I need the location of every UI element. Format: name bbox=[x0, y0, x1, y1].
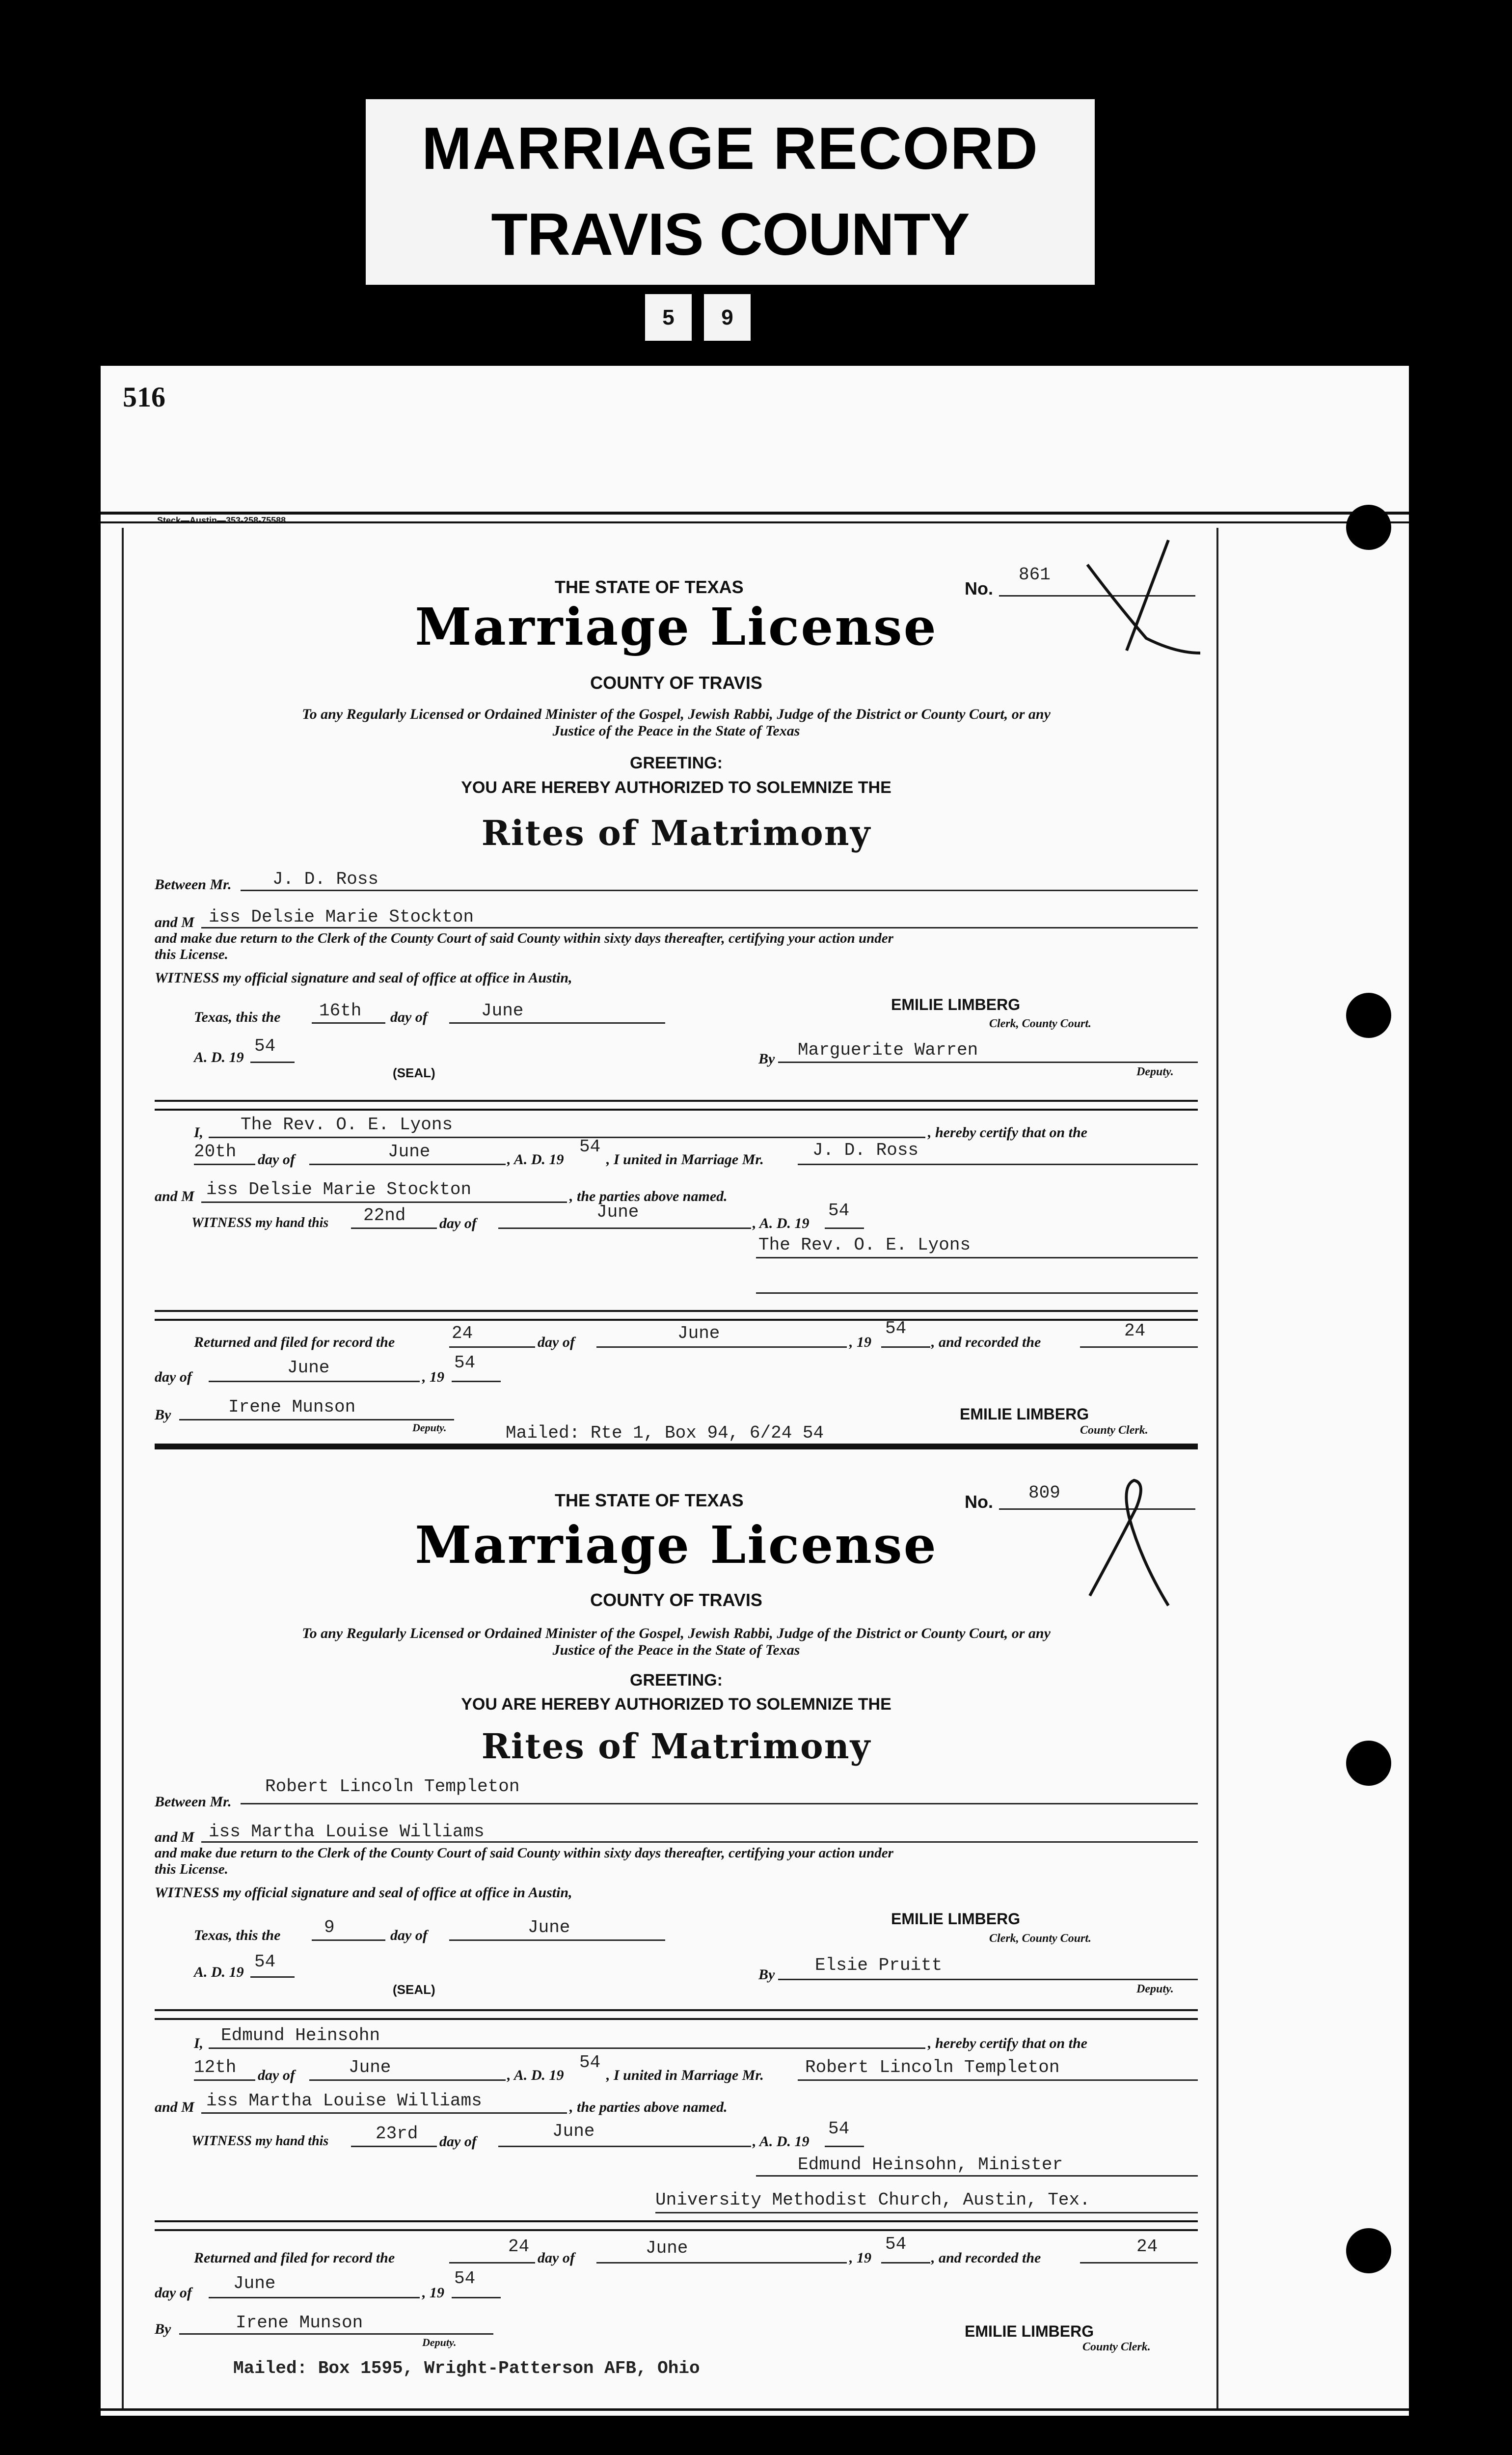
issue-month: June bbox=[528, 1917, 570, 1937]
address-line2: Justice of the Peace in the State of Texas bbox=[552, 723, 800, 739]
deputy-name: Elsie Pruitt bbox=[815, 1955, 943, 1975]
deputy-label-2: Deputy. bbox=[412, 1421, 447, 1434]
recorded-year: 54 bbox=[454, 1353, 476, 1373]
license-861 bbox=[155, 565, 1198, 1444]
record-deputy: Irene Munson bbox=[228, 1397, 356, 1417]
record-deputy-line bbox=[179, 2333, 493, 2335]
rites-heading: Rites of Matrimony bbox=[481, 1726, 871, 1767]
punch-hole bbox=[1346, 505, 1391, 550]
issue-day-line bbox=[312, 1939, 385, 1941]
recorded-month-line bbox=[209, 2297, 420, 2298]
groom2-line bbox=[798, 2079, 1198, 2081]
cert-month-line bbox=[498, 1228, 751, 1229]
return-line2: this License. bbox=[155, 1861, 228, 1877]
by2-label: By bbox=[155, 1407, 171, 1423]
filed-month-line bbox=[596, 2262, 847, 2264]
recorded-day-line bbox=[1080, 1346, 1198, 1348]
record-deputy: Irene Munson bbox=[236, 2313, 363, 2333]
bride-line bbox=[201, 927, 1198, 928]
witness-office: WITNESS my official signature and seal of office at office in Austin, bbox=[155, 970, 572, 986]
form-code: Steck—Austin—353-258-75588 bbox=[157, 516, 286, 525]
and-m-label: and M bbox=[155, 1188, 194, 1204]
parties-label: , the parties above named. bbox=[569, 1188, 728, 1204]
groom-line bbox=[241, 1803, 1198, 1804]
cert-day-line bbox=[351, 1228, 437, 1229]
recorded-label: , and recorded the bbox=[931, 1334, 1041, 1350]
greeting: GREETING: bbox=[630, 1671, 723, 1690]
issue-month-line bbox=[449, 1022, 665, 1024]
clerk-name: EMILIE LIMBERG bbox=[891, 1910, 1021, 1928]
filed-month: June bbox=[677, 1323, 720, 1343]
bottom-rule bbox=[101, 2408, 1409, 2411]
issue-year: 54 bbox=[254, 1952, 276, 1972]
cert-year-line bbox=[825, 2146, 864, 2147]
issue-year-line bbox=[250, 1062, 295, 1063]
ad-label: A. D. 19 bbox=[194, 1964, 244, 1980]
by-label: By bbox=[758, 1051, 775, 1067]
day-of-label: day of bbox=[155, 1369, 192, 1385]
banner-line2: TRAVIS COUNTY bbox=[491, 201, 970, 268]
page-number: 516 bbox=[123, 381, 165, 413]
hereby-certify: , hereby certify that on the bbox=[928, 2035, 1087, 2051]
between-label: Between Mr. bbox=[155, 876, 232, 893]
greeting: GREETING: bbox=[630, 754, 723, 772]
record-deputy-line bbox=[179, 1419, 454, 1420]
cert-day: 22nd bbox=[363, 1205, 406, 1226]
bride2-line bbox=[201, 2112, 567, 2114]
day-of-2: day of bbox=[258, 1151, 295, 1168]
license-809 bbox=[155, 1478, 1198, 2401]
punch-hole bbox=[1346, 1741, 1391, 1786]
hereby-certify: , hereby certify that on the bbox=[928, 1124, 1087, 1141]
license-no-label: No. bbox=[965, 1492, 993, 1512]
issue-year-line bbox=[250, 1976, 295, 1978]
deputy-label: Deputy. bbox=[1136, 1983, 1174, 1995]
return-line1: and make due return to the Clerk of the County Court of said County within sixty days thereafter, certifying your action under bbox=[155, 930, 893, 946]
nineteen-label-2: , 19 bbox=[422, 2285, 444, 2301]
deputy-label: Deputy. bbox=[1136, 1065, 1174, 1078]
day-of-3: day of bbox=[439, 2133, 477, 2150]
mailed-note: Mailed: Box 1595, Wright-Patterson AFB, Ohio bbox=[233, 2358, 700, 2378]
license-number: 861 bbox=[1019, 565, 1051, 585]
state-heading: THE STATE OF TEXAS bbox=[555, 1490, 744, 1510]
marriage-month: June bbox=[349, 2057, 391, 2077]
issue-day: 16th bbox=[319, 1001, 362, 1021]
recorded-year-line bbox=[452, 2297, 501, 2298]
filed-year-line bbox=[881, 1346, 930, 1348]
section-divider bbox=[155, 1100, 1198, 1111]
cert-day: 23rd bbox=[376, 2124, 418, 2144]
groom-line bbox=[241, 890, 1198, 891]
signature-1: The Rev. O. E. Lyons bbox=[758, 1235, 971, 1255]
officiant-name: The Rev. O. E. Lyons bbox=[241, 1115, 453, 1135]
returned-label: Returned and filed for record the bbox=[194, 1334, 395, 1350]
nineteen-label-2: , 19 bbox=[422, 1369, 444, 1385]
signature2-line bbox=[756, 1292, 1198, 1294]
county-clerk-name: EMILIE LIMBERG bbox=[960, 1405, 1089, 1423]
issue-month-line bbox=[449, 1939, 665, 1941]
license-title: Marriage License bbox=[415, 1515, 938, 1575]
bride-name: iss Martha Louise Williams bbox=[209, 1822, 485, 1842]
between-label: Between Mr. bbox=[155, 1794, 232, 1810]
county-heading: COUNTY OF TRAVIS bbox=[590, 1590, 762, 1610]
section-divider bbox=[155, 2009, 1198, 2020]
county-clerk-name: EMILIE LIMBERG bbox=[965, 2322, 1094, 2340]
nineteen-label: , 19 bbox=[849, 1334, 871, 1350]
top-rule bbox=[101, 512, 1409, 515]
groom-name: J. D. Ross bbox=[272, 869, 379, 889]
deputy-name: Marguerite Warren bbox=[798, 1040, 978, 1060]
cert-month-line bbox=[498, 2146, 751, 2147]
county-clerk-title: County Clerk. bbox=[1082, 2341, 1151, 2353]
parties-label: , the parties above named. bbox=[569, 2099, 728, 2115]
cert-day-line bbox=[351, 2146, 437, 2147]
groom-name: Robert Lincoln Templeton bbox=[265, 1776, 520, 1797]
signature2-line bbox=[655, 2212, 1198, 2213]
filed-day-line bbox=[449, 2262, 535, 2264]
marriage-day-line bbox=[194, 1164, 255, 1165]
recorded-label: , and recorded the bbox=[931, 2250, 1041, 2266]
cert-month: June bbox=[596, 1202, 639, 1222]
united-label: , I united in Marriage Mr. bbox=[606, 2067, 764, 2083]
marriage-month: June bbox=[388, 1142, 431, 1162]
bride2-name: iss Delsie Marie Stockton bbox=[206, 1179, 472, 1200]
punch-hole bbox=[1346, 2228, 1391, 2273]
groom2-name: J. D. Ross bbox=[812, 1140, 919, 1160]
cert-year-line bbox=[825, 1228, 864, 1229]
county-clerk-title: County Clerk. bbox=[1080, 1424, 1148, 1437]
signature-1: Edmund Heinsohn, Minister bbox=[798, 2155, 1063, 2175]
day-of-4: day of bbox=[538, 1334, 575, 1350]
return-line1: and make due return to the Clerk of the County Court of said County within sixty days thereafter, certifying your action under bbox=[155, 1845, 893, 1861]
marriage-year: 54 bbox=[579, 2052, 601, 2073]
i-label: I, bbox=[194, 1124, 204, 1141]
seal-label: (SEAL) bbox=[393, 1982, 435, 1997]
signature1-line bbox=[756, 2175, 1198, 2177]
signature-2: University Methodist Church, Austin, Tex. bbox=[655, 2190, 1090, 2210]
cert-year: 54 bbox=[828, 1200, 850, 1221]
officiant-name: Edmund Heinsohn bbox=[221, 2025, 380, 2046]
bride-name: iss Delsie Marie Stockton bbox=[209, 907, 474, 927]
marriage-year: 54 bbox=[579, 1137, 601, 1157]
right-border bbox=[1216, 528, 1218, 2411]
issue-day: 9 bbox=[324, 1917, 335, 1937]
ad2-label: , A. D. 19 bbox=[507, 1151, 564, 1168]
signature1-line bbox=[756, 1257, 1198, 1258]
ad2-label: , A. D. 19 bbox=[507, 2067, 564, 2083]
nineteen-label: , 19 bbox=[849, 2250, 871, 2266]
address-line1: To any Regularly Licensed or Ordained Minister of the Gospel, Jewish Rabbi, Judge of the District or County Court, or any bbox=[302, 1625, 1051, 1641]
issue-month: June bbox=[481, 1001, 524, 1021]
banner-line1: MARRIAGE RECORD bbox=[422, 115, 1039, 182]
deputy-line bbox=[778, 1062, 1198, 1063]
license-title: Marriage License bbox=[415, 597, 938, 657]
by-label: By bbox=[758, 1966, 775, 1983]
issue-day-line bbox=[312, 1022, 385, 1024]
and-label: and M bbox=[155, 1829, 194, 1845]
clerk-title: Clerk, County Court. bbox=[989, 1932, 1092, 1945]
and-m-label: and M bbox=[155, 2099, 194, 2115]
groom2-line bbox=[798, 1164, 1198, 1165]
day-of-4: day of bbox=[538, 2250, 575, 2266]
marriage-day: 12th bbox=[194, 2057, 237, 2077]
day-of-2: day of bbox=[258, 2067, 295, 2083]
groom2-name: Robert Lincoln Templeton bbox=[805, 2057, 1060, 2077]
day-of: day of bbox=[390, 1927, 428, 1943]
return-line2: this License. bbox=[155, 947, 228, 962]
authorized-text: YOU ARE HEREBY AUTHORIZED TO SOLEMNIZE THE bbox=[461, 778, 891, 797]
and-label: and M bbox=[155, 914, 194, 930]
county-heading: COUNTY OF TRAVIS bbox=[590, 673, 762, 693]
seal-label: (SEAL) bbox=[393, 1065, 435, 1080]
rites-heading: Rites of Matrimony bbox=[481, 813, 871, 853]
by2-label: By bbox=[155, 2321, 171, 2337]
punch-hole bbox=[1346, 993, 1391, 1038]
top-rule-2 bbox=[101, 521, 1409, 523]
authorized-text: YOU ARE HEREBY AUTHORIZED TO SOLEMNIZE THE bbox=[461, 1695, 891, 1714]
filed-year: 54 bbox=[885, 2234, 907, 2254]
filed-year-line bbox=[881, 2262, 930, 2264]
state-heading: THE STATE OF TEXAS bbox=[555, 577, 744, 597]
texas-this: Texas, this the bbox=[194, 1927, 281, 1943]
filed-day-line bbox=[449, 1346, 535, 1348]
day-of-label: day of bbox=[155, 2285, 192, 2301]
ad-label: A. D. 19 bbox=[194, 1049, 244, 1065]
filed-year: 54 bbox=[885, 1318, 907, 1338]
deputy-label-2: Deputy. bbox=[422, 2336, 457, 2348]
witness-office: WITNESS my official signature and seal of office at office in Austin, bbox=[155, 1884, 572, 1901]
marriage-day: 20th bbox=[194, 1142, 237, 1162]
section-divider bbox=[155, 2220, 1198, 2231]
bride2-name: iss Martha Louise Williams bbox=[206, 2091, 482, 2111]
left-border bbox=[122, 528, 124, 2411]
cert-month: June bbox=[552, 2121, 595, 2141]
issue-year: 54 bbox=[254, 1036, 276, 1056]
recorded-day-line bbox=[1080, 2262, 1198, 2264]
section-divider bbox=[155, 1310, 1198, 1321]
witness-hand: WITNESS my hand this bbox=[191, 2133, 329, 2149]
recorded-month-line bbox=[209, 1381, 420, 1382]
recorded-day: 24 bbox=[1124, 1321, 1146, 1341]
bride2-line bbox=[201, 1201, 567, 1203]
witness-hand: WITNESS my hand this bbox=[191, 1215, 329, 1230]
address-line1: To any Regularly Licensed or Ordained Minister of the Gospel, Jewish Rabbi, Judge of the District or County Court, or any bbox=[302, 706, 1051, 722]
recorded-year-line bbox=[452, 1381, 501, 1382]
day-of-3: day of bbox=[439, 1215, 477, 1231]
address-line2: Justice of the Peace in the State of Texas bbox=[552, 1642, 800, 1658]
deputy-line bbox=[778, 1979, 1198, 1980]
marriage-month-line bbox=[309, 1164, 506, 1165]
marriage-month-line bbox=[309, 2079, 506, 2081]
cert-year: 54 bbox=[828, 2119, 850, 2139]
clerk-name: EMILIE LIMBERG bbox=[891, 996, 1021, 1013]
texas-this: Texas, this the bbox=[194, 1009, 281, 1025]
recorded-year: 54 bbox=[454, 2268, 476, 2289]
license-no-label: No. bbox=[965, 578, 993, 599]
mailed-note: Mailed: Rte 1, Box 94, 6/24 54 bbox=[506, 1423, 824, 1443]
filed-day: 24 bbox=[452, 1323, 473, 1343]
ad3-label: , A. D. 19 bbox=[753, 1215, 810, 1231]
license-number: 809 bbox=[1028, 1483, 1060, 1503]
i-label: I, bbox=[194, 2035, 204, 2051]
record-banner bbox=[366, 99, 1095, 285]
ad3-label: , A. D. 19 bbox=[753, 2133, 810, 2150]
officiant-line bbox=[209, 1137, 925, 1138]
volume-digit-1: 5 bbox=[643, 292, 694, 343]
volume-digit-2: 9 bbox=[702, 292, 753, 343]
recorded-month: June bbox=[287, 1358, 330, 1378]
returned-label: Returned and filed for record the bbox=[194, 2250, 395, 2266]
recorded-month: June bbox=[233, 2273, 276, 2293]
recorded-day: 24 bbox=[1136, 2237, 1158, 2257]
filed-month: June bbox=[646, 2238, 688, 2258]
filed-month-line bbox=[596, 1346, 847, 1348]
marriage-day-line bbox=[194, 2079, 255, 2081]
clerk-title: Clerk, County Court. bbox=[989, 1017, 1092, 1030]
filed-day: 24 bbox=[508, 2237, 530, 2257]
license-separator bbox=[155, 1444, 1198, 1449]
officiant-line bbox=[209, 2047, 925, 2049]
united-label: , I united in Marriage Mr. bbox=[606, 1151, 764, 1168]
day-of: day of bbox=[390, 1009, 428, 1025]
